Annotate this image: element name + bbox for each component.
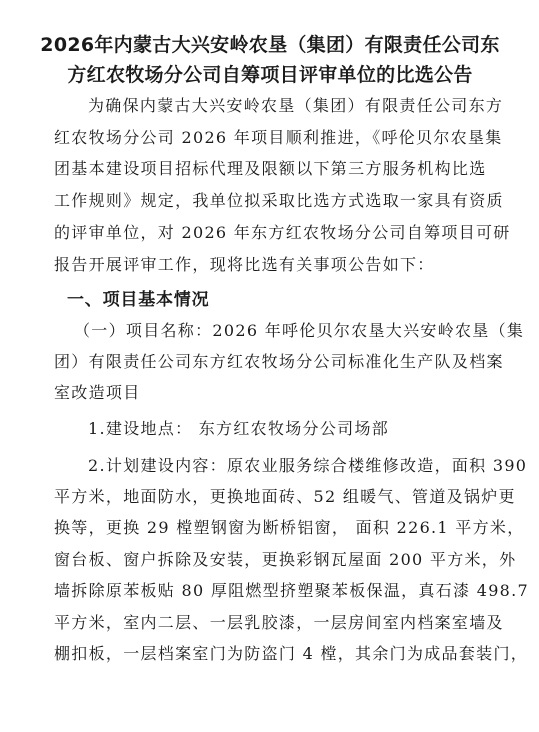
document-title-line-2: 方红农牧场分公司自筹项目评审单位的比选公告	[67, 64, 473, 86]
construction-content-line-4: 窗台板、窗户拆除及安装，更换彩钢瓦屋面 200 平方米，外	[54, 550, 517, 569]
project-name-line-2: 团）有限责任公司东方红农牧场分公司标准化生产队及档案	[54, 352, 504, 371]
intro-line-2: 红农牧场分公司 2026 年项目顺利推进，《呼伦贝尔农垦集	[54, 128, 503, 147]
construction-content-line-6: 平方米，室内二层、一层乳胶漆，一层房间室内档案室墙及	[54, 613, 504, 632]
project-name-line-3: 室改造项目	[54, 383, 141, 402]
construction-content-line-7: 棚扣板，一层档案室门为防盗门 4 樘，其余门为成品套装门，	[54, 644, 529, 663]
intro-line-5: 的评审单位，对 2026 年东方红农牧场分公司自筹项目可研	[54, 223, 511, 242]
construction-content-line-3: 换等，更换 29 樘塑钢窗为断桥铝窗， 面积 226.1 平方米，	[54, 518, 525, 537]
construction-content-line-1: 2.计划建设内容：原农业服务综合楼维修改造，面积 390	[88, 456, 528, 475]
document-title-line-1: 2026年内蒙古大兴安岭农垦（集团）有限责任公司东	[40, 34, 500, 56]
intro-line-4: 工作规则》规定，我单位拟采取比选方式选取一家具有资质	[54, 191, 504, 210]
construction-content-line-2: 平方米，地面防水，更换地面砖、52 组暖气、管道及锅炉更	[54, 487, 516, 506]
intro-line-3: 团基本建设项目招标代理及限额以下第三方服务机构比选	[54, 159, 487, 178]
construction-content-line-5: 墙拆除原苯板贴 80 厚阻燃型挤塑聚苯板保温，真石漆 498.7	[54, 581, 530, 600]
section-heading-project-info: 一、项目基本情况	[67, 290, 210, 310]
construction-location: 1.建设地点： 东方红农牧场分公司场部	[88, 419, 390, 438]
intro-line-6: 报告开展评审工作，现将比选有关事项公告如下：	[54, 255, 435, 274]
intro-line-1: 为确保内蒙古大兴安岭农垦（集团）有限责任公司东方	[88, 96, 504, 115]
project-name-line-1: （一）项目名称：2026 年呼伦贝尔农垦大兴安岭农垦（集	[74, 321, 525, 340]
